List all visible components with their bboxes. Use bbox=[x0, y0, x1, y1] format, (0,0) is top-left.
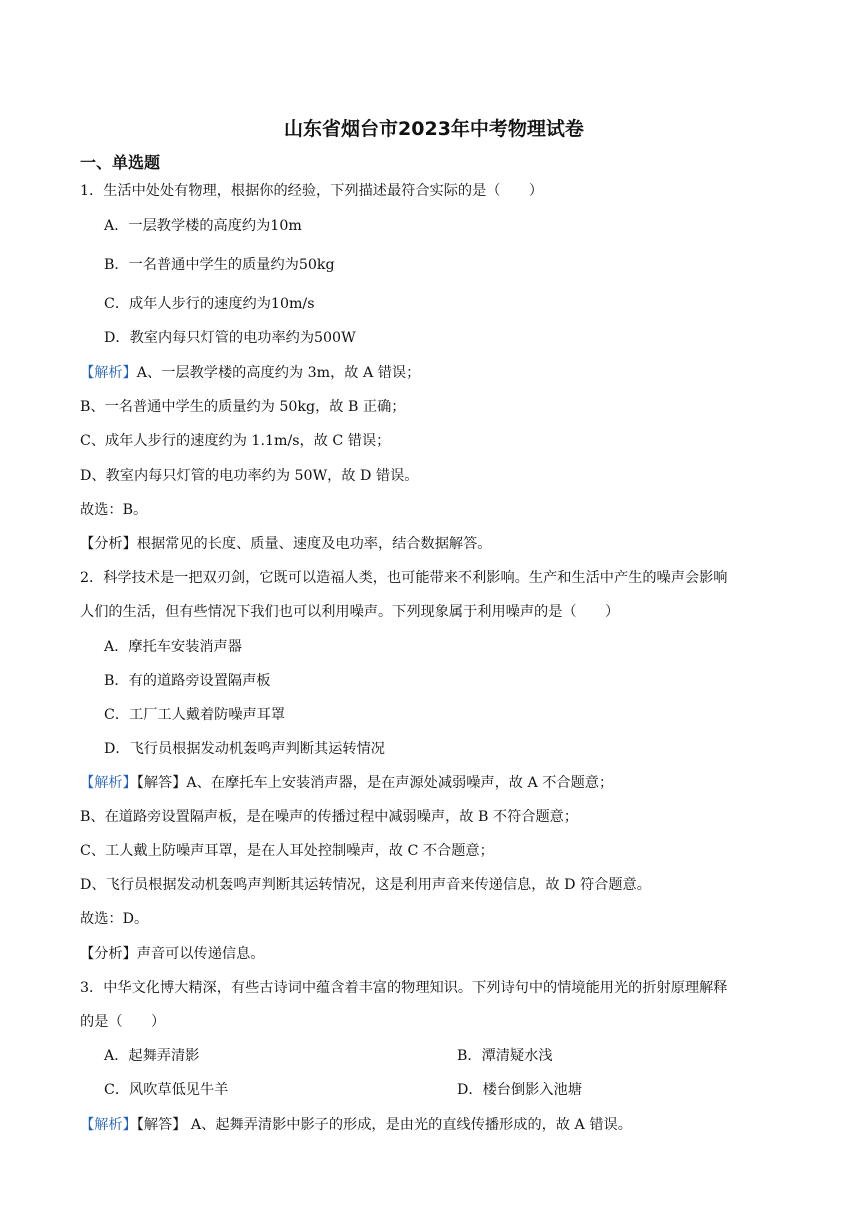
analysis-tag: 【解析】 bbox=[80, 365, 137, 381]
question-1-answer: 故选：B。 bbox=[80, 502, 148, 518]
analysis-tag: 【解析】 bbox=[80, 775, 137, 791]
page-title: 山东省烟台市2023年中考物理试卷 bbox=[284, 118, 584, 140]
analysis-text: 【解答】A、在摩托车上安装消声器，是在声源处减弱噪声，故 A 不合题意； bbox=[136, 775, 614, 791]
question-2-analysis bbox=[80, 772, 613, 794]
question-3-stem-line-2: 的是（ ） bbox=[80, 1014, 166, 1030]
question-3-option-a: A．起舞弄清影 bbox=[104, 1048, 200, 1064]
question-1-analysis-c: C、成年人步行的速度约为 1.1m/s，故 C 错误； bbox=[80, 433, 391, 449]
question-1-option-a: A．一层教学楼的高度约为10m bbox=[104, 218, 302, 234]
question-1-analysis-b: B、一名普通中学生的质量约为 50kg，故 B 正确； bbox=[80, 399, 406, 415]
question-1-option-d: D．教室内每只灯管的电功率约为500W bbox=[104, 330, 356, 346]
question-1-analysis-d: D、教室内每只灯管的电功率约为 50W，故 D 错误。 bbox=[80, 468, 419, 484]
question-2-option-c: C．工厂工人戴着防噪声耳罩 bbox=[104, 707, 286, 723]
question-2-analysis-b: B、在道路旁设置隔声板，是在噪声的传播过程中减弱噪声，故 B 不符合题意； bbox=[80, 809, 579, 825]
question-1-analysis bbox=[80, 362, 420, 384]
question-2-option-b: B．有的道路旁设置隔声板 bbox=[104, 673, 271, 689]
question-2-analysis-d: D、飞行员根据发动机轰鸣声判断其运转情况，这是利用声音来传递信息，故 D 符合题意。 bbox=[80, 877, 651, 893]
question-2-analysis-c: C、工人戴上防噪声耳罩，是在人耳处控制噪声，故 C 不合题意； bbox=[80, 843, 494, 859]
question-3-option-d: D．楼台倒影入池塘 bbox=[457, 1082, 582, 1098]
question-2-stem-line-1: 2．科学技术是一把双刃剑，它既可以造福人类，也可能带来不利影响。生产和生活中产生的噪声会影响 bbox=[80, 570, 728, 586]
question-3-analysis bbox=[80, 1114, 632, 1136]
section-heading: 一、单选题 bbox=[80, 153, 161, 172]
question-1-option-b: B．一名普通中学生的质量约为50kg bbox=[104, 257, 335, 273]
analysis-tag: 【解析】 bbox=[80, 1117, 137, 1133]
analysis-text: A、一层教学楼的高度约为 3m，故 A 错误； bbox=[136, 365, 421, 381]
question-2-answer: 故选：D。 bbox=[80, 911, 149, 927]
question-2-option-a: A．摩托车安装消声器 bbox=[104, 639, 242, 655]
question-3-option-c: C．风吹草低见牛羊 bbox=[104, 1082, 229, 1098]
question-1-fenxi: 【分析】根据常见的长度、质量、速度及电功率，结合数据解答。 bbox=[80, 536, 492, 552]
question-1-stem: 1．生活中处处有物理，根据你的经验，下列描述最符合实际的是（ ） bbox=[80, 183, 544, 199]
question-2-option-d: D．飞行员根据发动机轰鸣声判断其运转情况 bbox=[104, 741, 385, 757]
question-3-option-b: B．潭清疑水浅 bbox=[457, 1048, 553, 1064]
analysis-text: 【解答】 A、起舞弄清影中影子的形成，是由光的直线传播形成的，故 A 错误。 bbox=[136, 1117, 632, 1133]
question-2-stem-line-2: 人们的生活，但有些情况下我们也可以利用噪声。下列现象属于利用噪声的是（ ） bbox=[80, 604, 620, 620]
question-1-option-c: C．成年人步行的速度约为10m/s bbox=[104, 296, 315, 312]
question-3-stem-line-1: 3．中华文化博大精深，有些古诗词中蕴含着丰富的物理知识。下列诗句中的情境能用光的折射原理解释 bbox=[80, 980, 728, 996]
question-2-fenxi: 【分析】声音可以传递信息。 bbox=[80, 946, 265, 962]
